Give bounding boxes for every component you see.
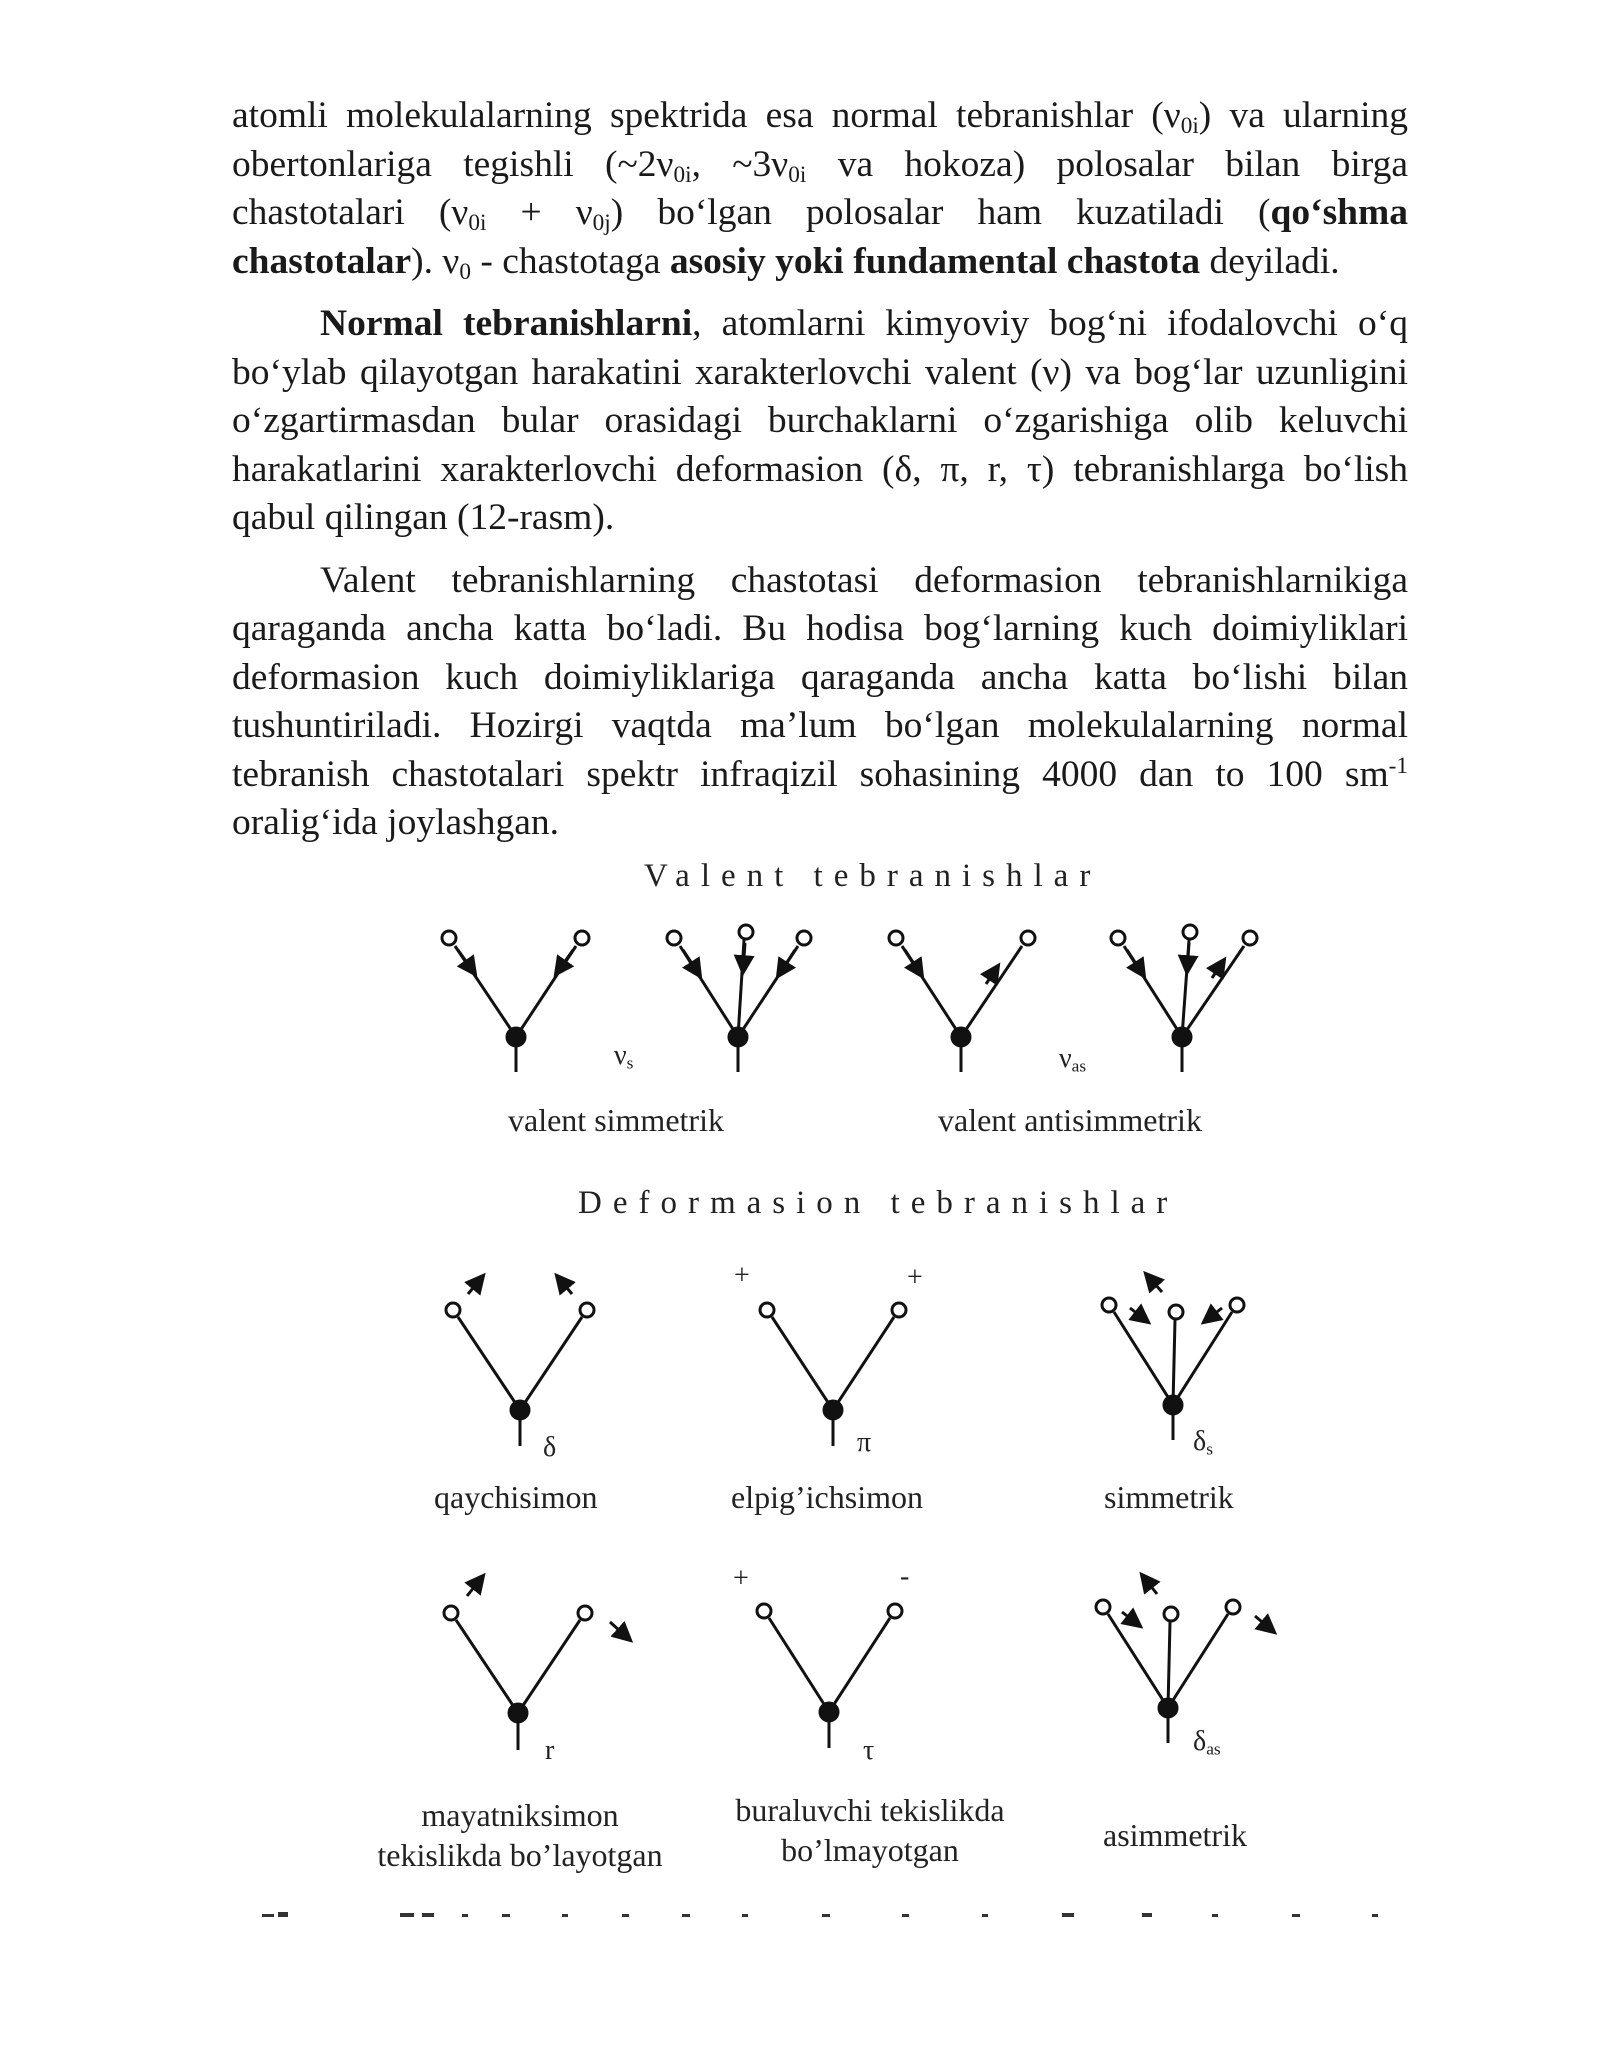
- plus-sign-left: +: [734, 1260, 750, 1291]
- vibration-diagrams: [0, 850, 1600, 1920]
- caption-rocking: mayatniksimon tekislikda bo’layotgan: [377, 1797, 663, 1873]
- tau-symbol: τ: [863, 1735, 875, 1766]
- valent-heading: Valent tebranishlar: [644, 858, 1102, 894]
- body-text: [232, 92, 1408, 862]
- paragraph-3: Valent tebranishlarning chastotasi deformasion tebranishlarnikiga qaraganda ancha katta bo‘ladi. Bu hodisa bog‘larning kuch doimiyliklari deformasion kuch doimiyliklariga qaraganda ancha katta bo‘lishi bilan tushuntiriladi. Hozirgi vaqtda ma’lum bo‘lgan molekulalarning normal tebranish chastotalari spektr infraqizil sohasining 4000 dan to 100 $sm^{-1}$ oralig‘ida joylashgan.: [232, 559, 1408, 843]
- rocking-diagram: [444, 1576, 630, 1750]
- scissoring-diagram: [446, 1276, 594, 1446]
- caption-wagging: elpig’ichsimon: [731, 1479, 923, 1515]
- caption-twisting: buraluvchi tekislikda bo’lmayotgan: [735, 1792, 1005, 1868]
- twisting-diagram: [757, 1604, 902, 1748]
- minus-sign-twist: -: [900, 1561, 910, 1592]
- cut-off-caption-fragment: [262, 1910, 1412, 1918]
- valent-antisymmetric-diagram-1: [889, 931, 1035, 1072]
- deformation-heading: Deformasion tebranishlar: [578, 1185, 1179, 1221]
- nu-as-symbol: $\nu_{as}$: [1059, 1043, 1087, 1076]
- wagging-diagram: [760, 1303, 906, 1446]
- delta-as-symbol: $\delta_{as}$: [1193, 1726, 1221, 1759]
- caption-scissoring: qaychisimon: [434, 1479, 598, 1515]
- symmetric-deformation-diagram: [1102, 1274, 1244, 1440]
- asymmetric-deformation-diagram: [1096, 1575, 1274, 1743]
- plus-sign-twist: +: [733, 1563, 749, 1594]
- paragraph-2: Normal tebranishlarni, atomlarni kimyoviy bog‘ni ifodalovchi o‘q bo‘ylab qilayotgan harakatini xarakterlovchi valent (ν) va bog‘lar uzunligini o‘zgartirmasdan bular orasidagi burchaklarni o‘zgarishiga olib keluvchi harakatlarini xarakterlovchi deformasion (δ, π, r, τ) tebranishlarga bo‘lish qabul qilingan (12-rasm).: [232, 303, 1409, 538]
- caption-asymmetric: asimmetrik: [1103, 1817, 1247, 1853]
- plus-sign-right: +: [907, 1262, 923, 1293]
- paragraph-1: atomli molekulalarning spektrida esa normal tebranishlar $(\nu_{0i})$ va ularning obertonlariga tegishli ($\sim 2\nu_{0i}$, $\sim 3\nu_{0i}$ va hokoza) polosalar bilan birga chastotalari $(\nu_{0i} + \nu_{0j})$ bo‘lgan polosalar ham kuzatiladi (qo‘shma chastotalar). $\nu_0$ - chastotaga asosiy yoki fundamental chastota deyiladi.: [232, 95, 1409, 285]
- caption-symmetric: simmetrik: [1104, 1479, 1234, 1515]
- pi-symbol: π: [857, 1427, 872, 1458]
- nu-s-symbol: $\nu_s$: [614, 1040, 634, 1073]
- figure-vibrations: [0, 850, 1600, 1920]
- delta-s-symbol: $\delta_s$: [1193, 1426, 1213, 1459]
- delta-symbol: δ: [543, 1432, 557, 1463]
- caption-valent-antisymmetric: valent antisimmetrik: [938, 1102, 1202, 1138]
- valent-antisymmetric-diagram-2: [1111, 925, 1257, 1072]
- caption-valent-symmetric: valent simmetrik: [508, 1102, 724, 1138]
- valent-symmetric-diagram-1: [442, 931, 589, 1072]
- r-symbol: r: [545, 1735, 555, 1766]
- valent-symmetric-diagram-2: [667, 925, 811, 1072]
